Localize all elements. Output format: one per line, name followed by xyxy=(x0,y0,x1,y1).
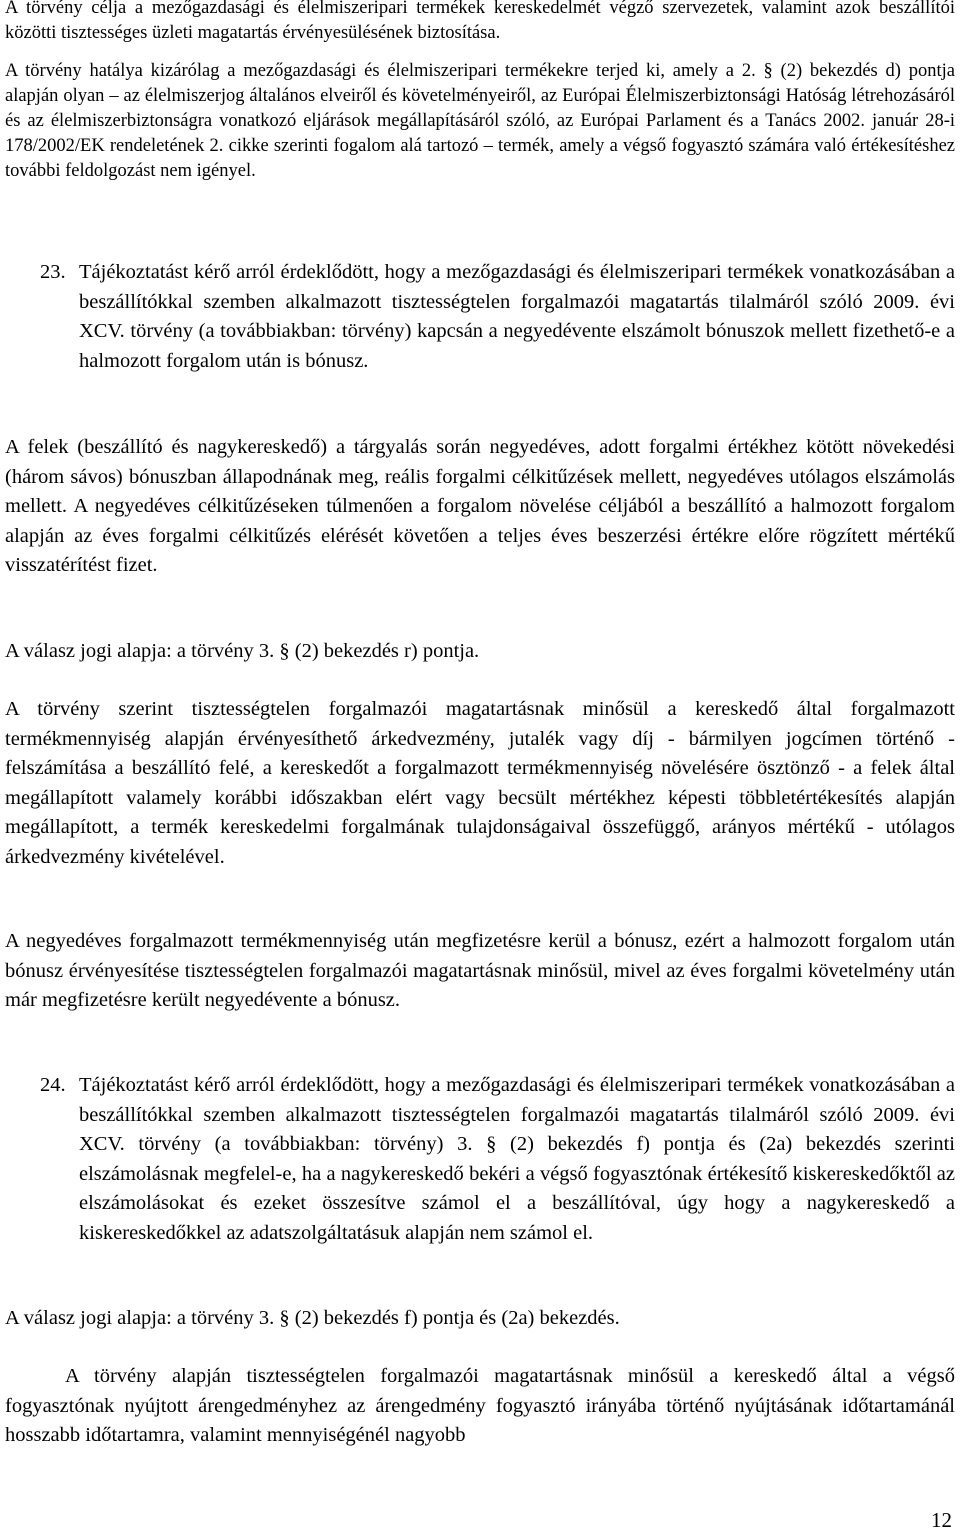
question-23 xyxy=(5,258,955,376)
legal-basis-paragraph: A válasz jogi alapja: a törvény 3. § (2) bekezdés r) pontja. xyxy=(5,640,480,662)
answer-paragraph: A negyedéves forgalmazott termékmennyiség után megfizetésre kerül a bónusz, ezért a halmozott forgalom után bónusz érvényesítése tisztességtelen forgalmazói magatartásnak minősül, mivel az éves forgalmi követelmény után már megfizetésre került negyedévente a bónusz. xyxy=(5,930,955,1011)
legal-basis-paragraph: A válasz jogi alapja: a törvény 3. § (2) bekezdés f) pontja és (2a) bekezdés. xyxy=(5,1307,620,1329)
paragraph-law-scope: A törvény hatálya kizárólag a mezőgazdasági és élelmiszeripari termékekre terjed ki, amely a 2. § (2) bekezdés d) pontja alapján olyan – az élelmiszerjog általános elveiről és követelményeiről, az Európai Élelmiszerbiztonsági Hatóság létrehozásáról és az élelmiszerbiztonságra vonatkozó eljárások megállapításáról szóló, az Európai Parlament és a Tanács 2002. január 28-i 178/2002/EK rendeletének 2. cikke szerinti fogalom alá tartozó – termék, amely a végső fogyasztó számára való értékesítéshez további feldolgozást nem igényel. xyxy=(5,61,955,181)
question-text: Tájékoztatást kérő arról érdeklődött, hogy a mezőgazdasági és élelmiszeripari termékek vonatkozásában a beszállítókkal szemben alkalmazott tisztességtelen forgalmazói magatartás tilalmáról szóló 2009. évi XCV. törvény (a továbbiakban: törvény) 3. § (2) bekezdés f) pontja és (2a) bekezdés szerinti elszámolásnak megfelel-e, ha a nagykereskedő bekéri a végső fogyasztónak értékesítő kiskereskedőktől az elszámolásokat és ezeket összesítve számol el a beszállítóval, úgy hogy a nagykereskedő a kiskereskedőkkel az adatszolgáltatásuk alapján nem számol el. xyxy=(79,1074,955,1244)
question-text: Tájékoztatást kérő arról érdeklődött, hogy a mezőgazdasági és élelmiszeripari termékek vonatkozásában a beszállítókkal szemben alkalmazott tisztességtelen forgalmazói magatartás tilalmáról szóló 2009. évi XCV. törvény (a továbbiakban: törvény) kapcsán a negyedévente elszámolt bónuszok mellett fizethető-e a halmozott forgalom után is bónusz. xyxy=(79,261,955,372)
answer-paragraph: A felek (beszállító és nagykereskedő) a tárgyalás során negyedéves, adott forgalmi értékhez kötött növekedési (három sávos) bónuszban állapodnának meg, reális forgalmi célkitűzések mellett, negyedéves utólagos elszámolás mellett. A negyedéves célkitűzéseken túlmenően a forgalom növelése céljából a beszállító a halmozott forgalom alapján az éves forgalmi célkitűzés elérését követően a teljes éves beszerzési értékre előre rögzített mértékű visszatérítést fizet. xyxy=(5,436,955,576)
question-24 xyxy=(5,1071,955,1248)
paragraph-law-purpose: A törvény célja a mezőgazdasági és élelmiszeripari termékek kereskedelmét végző szervezetek, valamint azok beszállítói közötti tisztességes üzleti magatartás érvényesülésének biztosítása. xyxy=(5,0,955,43)
answer-paragraph: A törvény szerint tisztességtelen forgalmazói magatartásnak minősül a kereskedő által forgalmazott termékmennyiség alapján érvényesíthető árkedvezmény, jutalék vagy díj - bármilyen jogcímen történő - felszámítása a beszállító felé, a kereskedőt a forgalmazott termékmennyiség növelésére ösztönző - a felek által megállapított valamely korábbi időszakban elért vagy becsült mértékhez képesti többletértékesítés alapján megállapított, a termék kereskedelmi forgalmának tulajdonságaival összefüggő, arányos mértékű - utólagos árkedvezmény kivételével. xyxy=(5,698,955,868)
question-number: 24. xyxy=(40,1074,66,1096)
answer-paragraph: A törvény alapján tisztességtelen forgalmazói magatartásnak minősül a kereskedő által a végső fogyasztónak nyújtott árengedményhez az árengedmény fogyasztó irányába történő nyújtásának időtartamánál hosszabb időtartamra, valamint mennyiségénél nagyobb xyxy=(5,1365,955,1446)
page-number: 12 xyxy=(931,1508,952,1532)
question-number: 23. xyxy=(40,261,66,283)
